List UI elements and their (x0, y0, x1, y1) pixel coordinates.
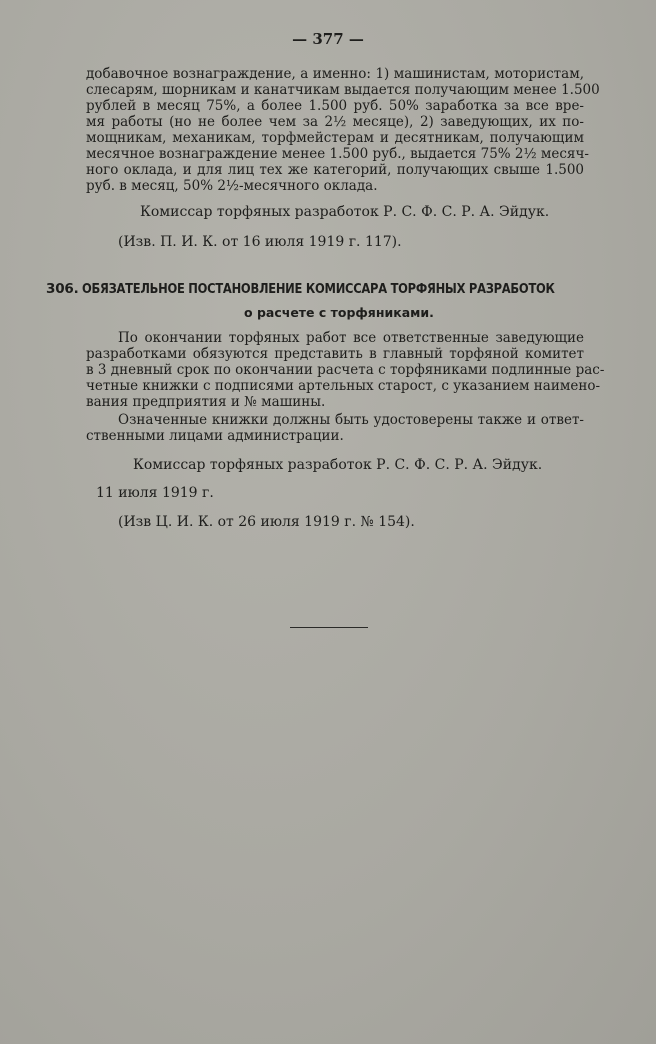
text-line: ного оклада, и для лиц тех же категорий, получающих свыше 1.500 (86, 162, 584, 178)
text-line: слесарям, шорникам и канатчикам выдается получающим менее 1.500 (86, 82, 600, 98)
section-signature: Комиссар торфяных разработок Р. С. Ф. С. Р. А. Эйдук. (133, 457, 543, 473)
text-line: четные книжки с подписями артельных старост, с указанием наимено- (86, 378, 601, 394)
prev-source: (Изв. П. И. К. от 16 июля 1919 г. 117). (118, 234, 402, 250)
section-source: (Изв Ц. И. К. от 26 июля 1919 г. № 154). (118, 514, 415, 530)
text-line: Означенные книжки должны быть удостоверены также и ответ- (118, 412, 584, 428)
section-number: 306. (46, 281, 79, 297)
section-date: 11 июля 1919 г. (96, 485, 214, 501)
text-line: мя работы (но не более чем за 2½ месяце), 2) заведующих, их по- (86, 114, 584, 130)
text-line: в 3 дневный срок по окончании расчета с торфяниками подлинные рас- (86, 362, 605, 378)
text-line: месячное вознаграждение менее 1.500 руб., выдается 75% 2½ месяч- (86, 146, 589, 162)
section-title: ОБЯЗАТЕЛЬНОЕ ПОСТАНОВЛЕНИЕ КОМИССАРА ТОРФЯНЫХ РАЗРАБОТОК (82, 281, 555, 297)
text-line: добавочное вознаграждение, а именно: 1) машинистам, мотористам, (86, 66, 584, 82)
page-number: — 377 — (292, 30, 364, 48)
text-line: разработками обязуются представить в главный торфяной комитет (86, 346, 584, 362)
text-line: мощникам, механикам, торфмейстерам и десятникам, получающим (86, 130, 584, 146)
text-line: руб. в месяц, 50% 2½-месячного оклада. (86, 178, 378, 194)
text-line: рублей в месяц 75%, а более 1.500 руб. 50% заработка за все вре- (86, 98, 584, 114)
section-subtitle: о расчете с торфяниками. (244, 305, 434, 320)
prev-signature: Комиссар торфяных разработок Р. С. Ф. С. Р. А. Эйдук. (140, 204, 550, 220)
text-line: ственными лицами администрации. (86, 428, 344, 444)
closing-rule (290, 627, 368, 628)
text-line: По окончании торфяных работ все ответственные заведующие (118, 330, 584, 346)
text-line: вания предприятия и № машины. (86, 394, 326, 410)
